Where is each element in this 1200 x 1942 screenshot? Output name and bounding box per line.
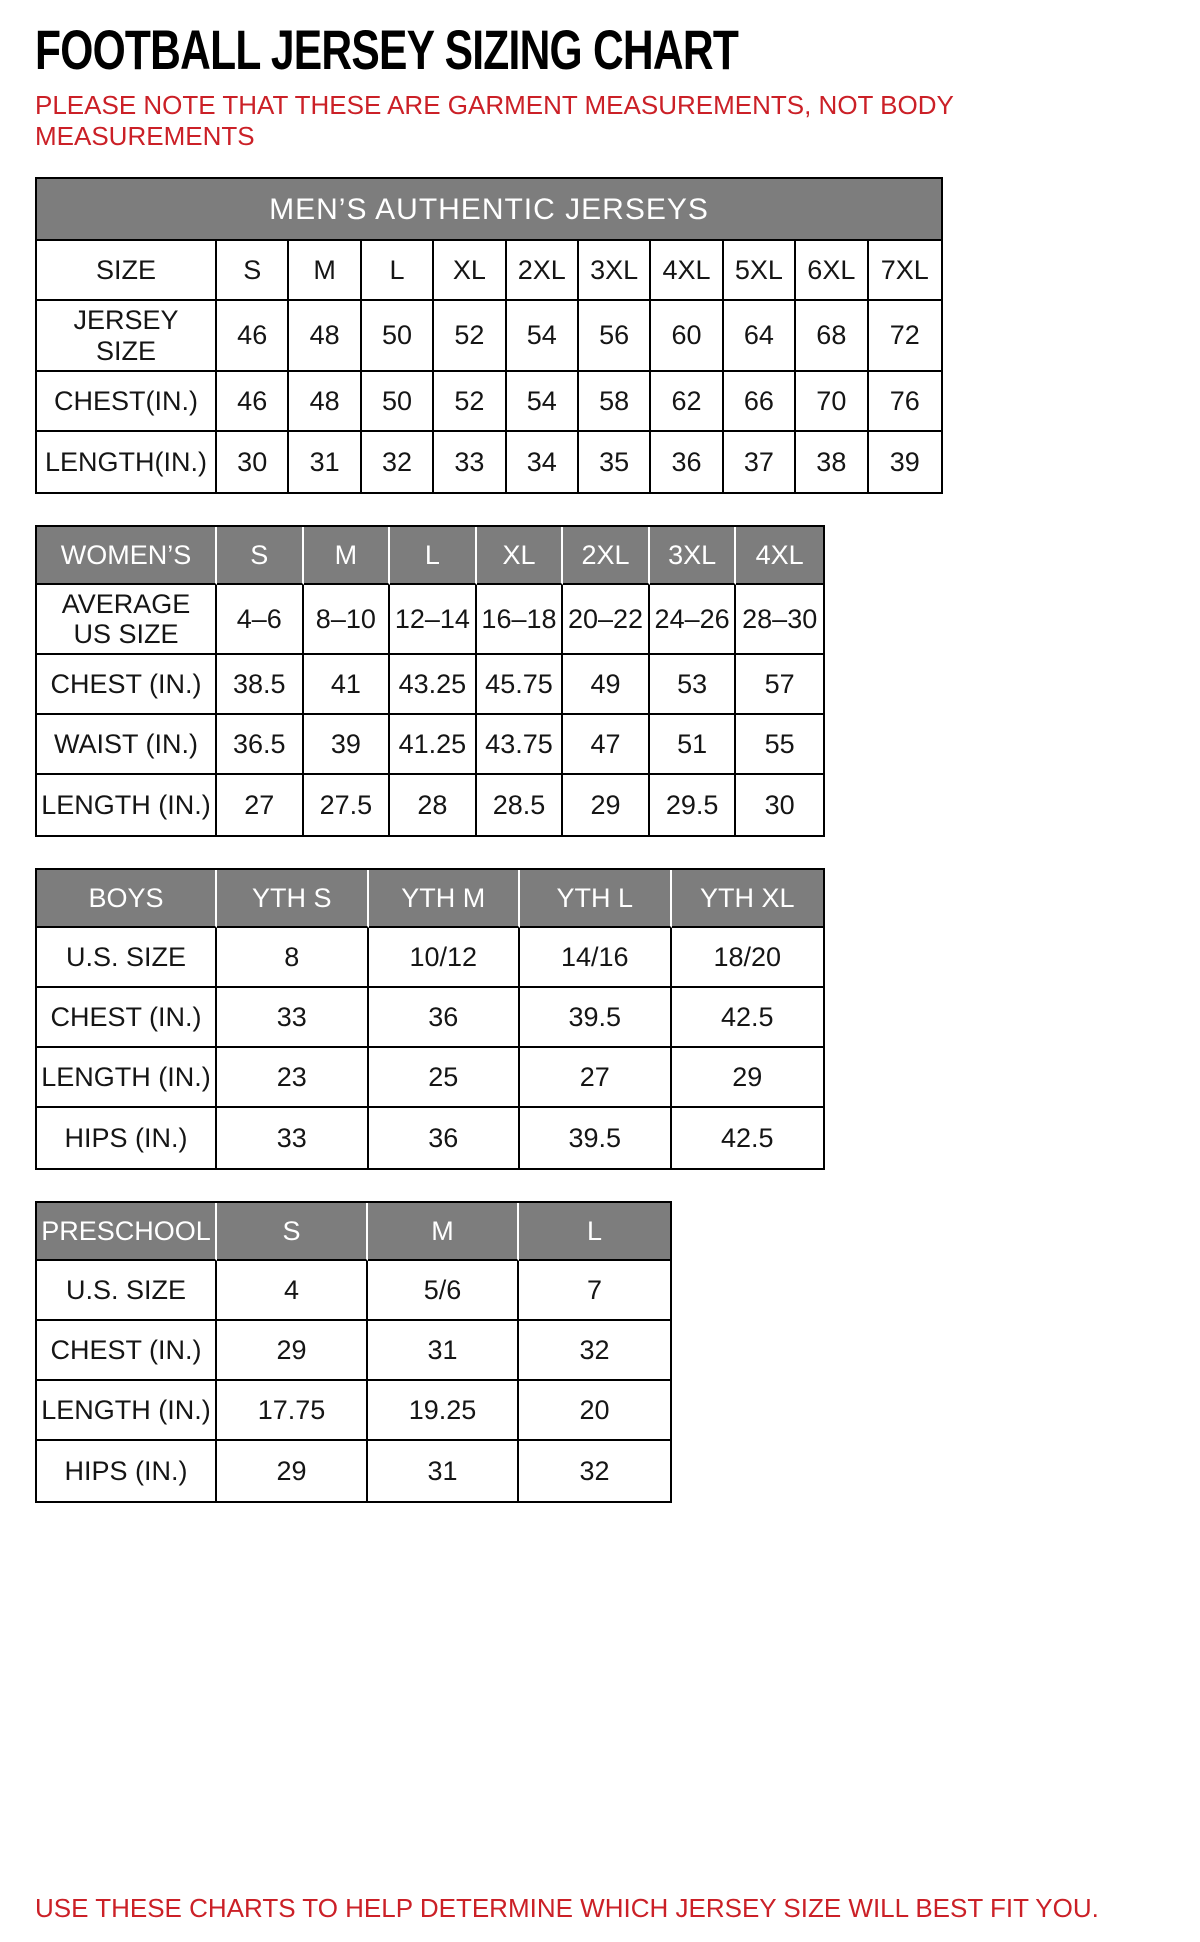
size-value-cell: 41.25 bbox=[390, 715, 477, 775]
table-row bbox=[37, 655, 823, 715]
table-row bbox=[37, 988, 823, 1048]
table-row bbox=[37, 1381, 670, 1441]
row-label: U.S. SIZE bbox=[37, 1261, 217, 1321]
size-value-cell: 18/20 bbox=[672, 928, 824, 988]
size-value-cell: 4XL bbox=[651, 241, 723, 301]
size-value-cell: 31 bbox=[289, 432, 361, 492]
size-value-cell: 28.5 bbox=[477, 775, 564, 835]
row-label: CHEST (IN.) bbox=[37, 655, 217, 715]
size-value-cell: 62 bbox=[651, 372, 723, 432]
size-value-cell: 36 bbox=[651, 432, 723, 492]
size-value-cell: 50 bbox=[362, 301, 434, 371]
size-value-cell: 29 bbox=[217, 1321, 368, 1381]
size-value-cell: 39 bbox=[889, 446, 920, 477]
size-value-cell: 23 bbox=[217, 1048, 369, 1108]
size-value-cell: 33 bbox=[434, 432, 506, 492]
row-label: WAIST (IN.) bbox=[37, 715, 217, 775]
table-row bbox=[37, 928, 823, 988]
column-header: XL bbox=[477, 527, 564, 585]
size-value-cell: 47 bbox=[563, 715, 650, 775]
row-label: HIPS (IN.) bbox=[37, 1441, 217, 1501]
row-label: AVERAGE US SIZE bbox=[37, 585, 217, 655]
row-label: LENGTH (IN.) bbox=[37, 775, 217, 835]
size-value-cell: 28–30 bbox=[736, 585, 823, 655]
size-value-cell: 39.5 bbox=[520, 1108, 672, 1168]
size-value-cell: 12–14 bbox=[390, 585, 477, 655]
column-header: L bbox=[519, 1203, 670, 1261]
size-value-cell: 6XL bbox=[796, 241, 868, 301]
size-value-cell: 27 bbox=[217, 775, 304, 835]
column-header: YTH S bbox=[217, 870, 369, 928]
page-title-text: FOOTBALL JERSEY SIZING CHART bbox=[35, 18, 739, 81]
size-value-cell: 24–26 bbox=[650, 585, 737, 655]
size-value-cell: 48 bbox=[289, 372, 361, 432]
size-value-cell: L bbox=[362, 241, 434, 301]
size-value-cell: 52 bbox=[434, 372, 506, 432]
size-value-cell: 5XL bbox=[724, 241, 796, 301]
size-value-cell: 36 bbox=[369, 988, 521, 1048]
size-value-cell: 19.25 bbox=[368, 1381, 519, 1441]
size-value-cell: 14/16 bbox=[520, 928, 672, 988]
column-header: 3XL bbox=[650, 527, 737, 585]
size-value-cell: M bbox=[289, 241, 361, 301]
size-value-cell: 7 bbox=[519, 1261, 670, 1321]
size-value-cell: 3XL bbox=[579, 241, 651, 301]
size-value-cell: 28 bbox=[390, 775, 477, 835]
size-value-cell: 30 bbox=[764, 790, 795, 821]
size-value-cell: 43.25 bbox=[390, 655, 477, 715]
column-header: 4XL bbox=[736, 527, 823, 585]
size-value-cell: 43.75 bbox=[477, 715, 564, 775]
column-header: M bbox=[304, 527, 391, 585]
size-value-cell: 20 bbox=[519, 1381, 670, 1441]
table-title: WOMEN’S bbox=[37, 527, 217, 585]
column-header: M bbox=[368, 1203, 519, 1261]
size-value-cell: 50 bbox=[362, 372, 434, 432]
table-header-row bbox=[37, 1203, 670, 1261]
size-value-cell: 31 bbox=[368, 1321, 519, 1381]
size-value-cell: 37 bbox=[724, 432, 796, 492]
womens-sizing-table bbox=[35, 525, 825, 837]
size-value-cell: 29.5 bbox=[650, 775, 737, 835]
size-value-cell: 39.5 bbox=[520, 988, 672, 1048]
table-row bbox=[37, 1108, 823, 1168]
size-value-cell: 4 bbox=[217, 1261, 368, 1321]
size-value-cell: 42.5 bbox=[672, 988, 824, 1048]
size-value-cell: 49 bbox=[563, 655, 650, 715]
column-header: YTH XL bbox=[672, 870, 824, 928]
size-value-cell: 5/6 bbox=[368, 1261, 519, 1321]
size-value-cell: 29 bbox=[672, 1048, 824, 1108]
size-value-cell: 29 bbox=[217, 1441, 368, 1501]
page-title bbox=[35, 18, 1165, 81]
size-value-cell: 66 bbox=[724, 372, 796, 432]
table-row bbox=[37, 1321, 670, 1381]
column-header: S bbox=[217, 527, 304, 585]
size-value-cell: 46 bbox=[217, 372, 289, 432]
table-row bbox=[37, 1261, 670, 1321]
size-value-cell: 36 bbox=[369, 1108, 521, 1168]
size-value-cell: 55 bbox=[736, 715, 823, 775]
size-value-cell: 51 bbox=[650, 715, 737, 775]
size-value-cell: 54 bbox=[507, 301, 579, 371]
size-value-cell: 27.5 bbox=[304, 775, 391, 835]
table-row bbox=[37, 775, 823, 835]
size-value-cell: 4–6 bbox=[217, 585, 304, 655]
boys-sizing-table bbox=[35, 868, 825, 1170]
size-value-cell: S bbox=[217, 241, 289, 301]
size-value-cell: 54 bbox=[507, 372, 579, 432]
table-row bbox=[37, 301, 941, 371]
size-value-cell: 7XL bbox=[869, 241, 941, 301]
column-header: L bbox=[390, 527, 477, 585]
size-value-cell: 53 bbox=[650, 655, 737, 715]
table-row bbox=[37, 585, 823, 655]
table-header-row bbox=[37, 870, 823, 928]
size-value-cell: 8 bbox=[217, 928, 369, 988]
size-value-cell: 38 bbox=[796, 432, 868, 492]
table-row bbox=[37, 1441, 670, 1501]
mens-authentic-jerseys-table bbox=[35, 177, 943, 493]
size-value-cell: 46 bbox=[217, 301, 289, 371]
table-title: BOYS bbox=[37, 870, 217, 928]
table-header-row bbox=[37, 527, 823, 585]
size-value-cell: 20–22 bbox=[563, 585, 650, 655]
size-value-cell: 32 bbox=[362, 432, 434, 492]
row-label: SIZE bbox=[37, 241, 217, 301]
size-value-cell: 45.75 bbox=[477, 655, 564, 715]
table-row bbox=[37, 372, 941, 432]
size-value-cell: 31 bbox=[368, 1441, 519, 1501]
size-value-cell: 33 bbox=[217, 988, 369, 1048]
size-value-cell: 60 bbox=[651, 301, 723, 371]
size-value-cell: 17.75 bbox=[217, 1381, 368, 1441]
size-value-cell: 38.5 bbox=[217, 655, 304, 715]
size-value-cell: XL bbox=[434, 241, 506, 301]
size-value-cell: 27 bbox=[520, 1048, 672, 1108]
footer-note: USE THESE CHARTS TO HELP DETERMINE WHICH JERSEY SIZE WILL BEST FIT YOU. bbox=[35, 1893, 1099, 1923]
size-value-cell: 34 bbox=[507, 432, 579, 492]
preschool-sizing-table bbox=[35, 1201, 672, 1503]
size-value-cell: 41 bbox=[304, 655, 391, 715]
table-row bbox=[37, 1048, 823, 1108]
size-value-cell: 10/12 bbox=[369, 928, 521, 988]
table-row bbox=[37, 715, 823, 775]
size-value-cell: 56 bbox=[579, 301, 651, 371]
size-value-cell: 42.5 bbox=[720, 1123, 774, 1154]
size-value-cell: 25 bbox=[369, 1048, 521, 1108]
table-title: MEN’S AUTHENTIC JERSEYS bbox=[37, 179, 941, 241]
column-header: YTH L bbox=[520, 870, 672, 928]
row-label: CHEST(IN.) bbox=[37, 372, 217, 432]
size-value-cell: 76 bbox=[869, 372, 941, 432]
size-value-cell: 52 bbox=[434, 301, 506, 371]
column-header: 2XL bbox=[563, 527, 650, 585]
row-label: CHEST (IN.) bbox=[37, 988, 217, 1048]
size-value-cell: 8–10 bbox=[304, 585, 391, 655]
table-row bbox=[37, 432, 941, 492]
row-label: U.S. SIZE bbox=[37, 928, 217, 988]
size-value-cell: 64 bbox=[724, 301, 796, 371]
size-value-cell: 30 bbox=[217, 432, 289, 492]
size-value-cell: 29 bbox=[563, 775, 650, 835]
size-value-cell: 2XL bbox=[507, 241, 579, 301]
column-header: YTH M bbox=[369, 870, 521, 928]
column-header: S bbox=[217, 1203, 368, 1261]
size-value-cell: 35 bbox=[579, 432, 651, 492]
size-value-cell: 72 bbox=[869, 301, 941, 371]
size-value-cell: 33 bbox=[217, 1108, 369, 1168]
row-label: LENGTH(IN.) bbox=[37, 432, 217, 492]
row-label: JERSEY SIZE bbox=[37, 301, 217, 371]
size-value-cell: 68 bbox=[796, 301, 868, 371]
row-label: HIPS (IN.) bbox=[37, 1108, 217, 1168]
row-label: LENGTH (IN.) bbox=[37, 1048, 217, 1108]
size-value-cell: 32 bbox=[519, 1321, 670, 1381]
table-title: PRESCHOOL bbox=[37, 1203, 217, 1261]
size-value-cell: 16–18 bbox=[477, 585, 564, 655]
row-label: LENGTH (IN.) bbox=[37, 1381, 217, 1441]
size-value-cell: 39 bbox=[304, 715, 391, 775]
size-value-cell: 58 bbox=[579, 372, 651, 432]
size-value-cell: 57 bbox=[736, 655, 823, 715]
size-value-cell: 36.5 bbox=[217, 715, 304, 775]
garment-measurements-note: PLEASE NOTE THAT THESE ARE GARMENT MEASUREMENTS, NOT BODY MEASUREMENTS bbox=[35, 90, 954, 151]
table-banner-row bbox=[37, 179, 941, 241]
size-value-cell: 32 bbox=[579, 1456, 610, 1487]
row-label: CHEST (IN.) bbox=[37, 1321, 217, 1381]
size-value-cell: 48 bbox=[289, 301, 361, 371]
size-value-cell: 70 bbox=[796, 372, 868, 432]
table-row bbox=[37, 241, 941, 301]
